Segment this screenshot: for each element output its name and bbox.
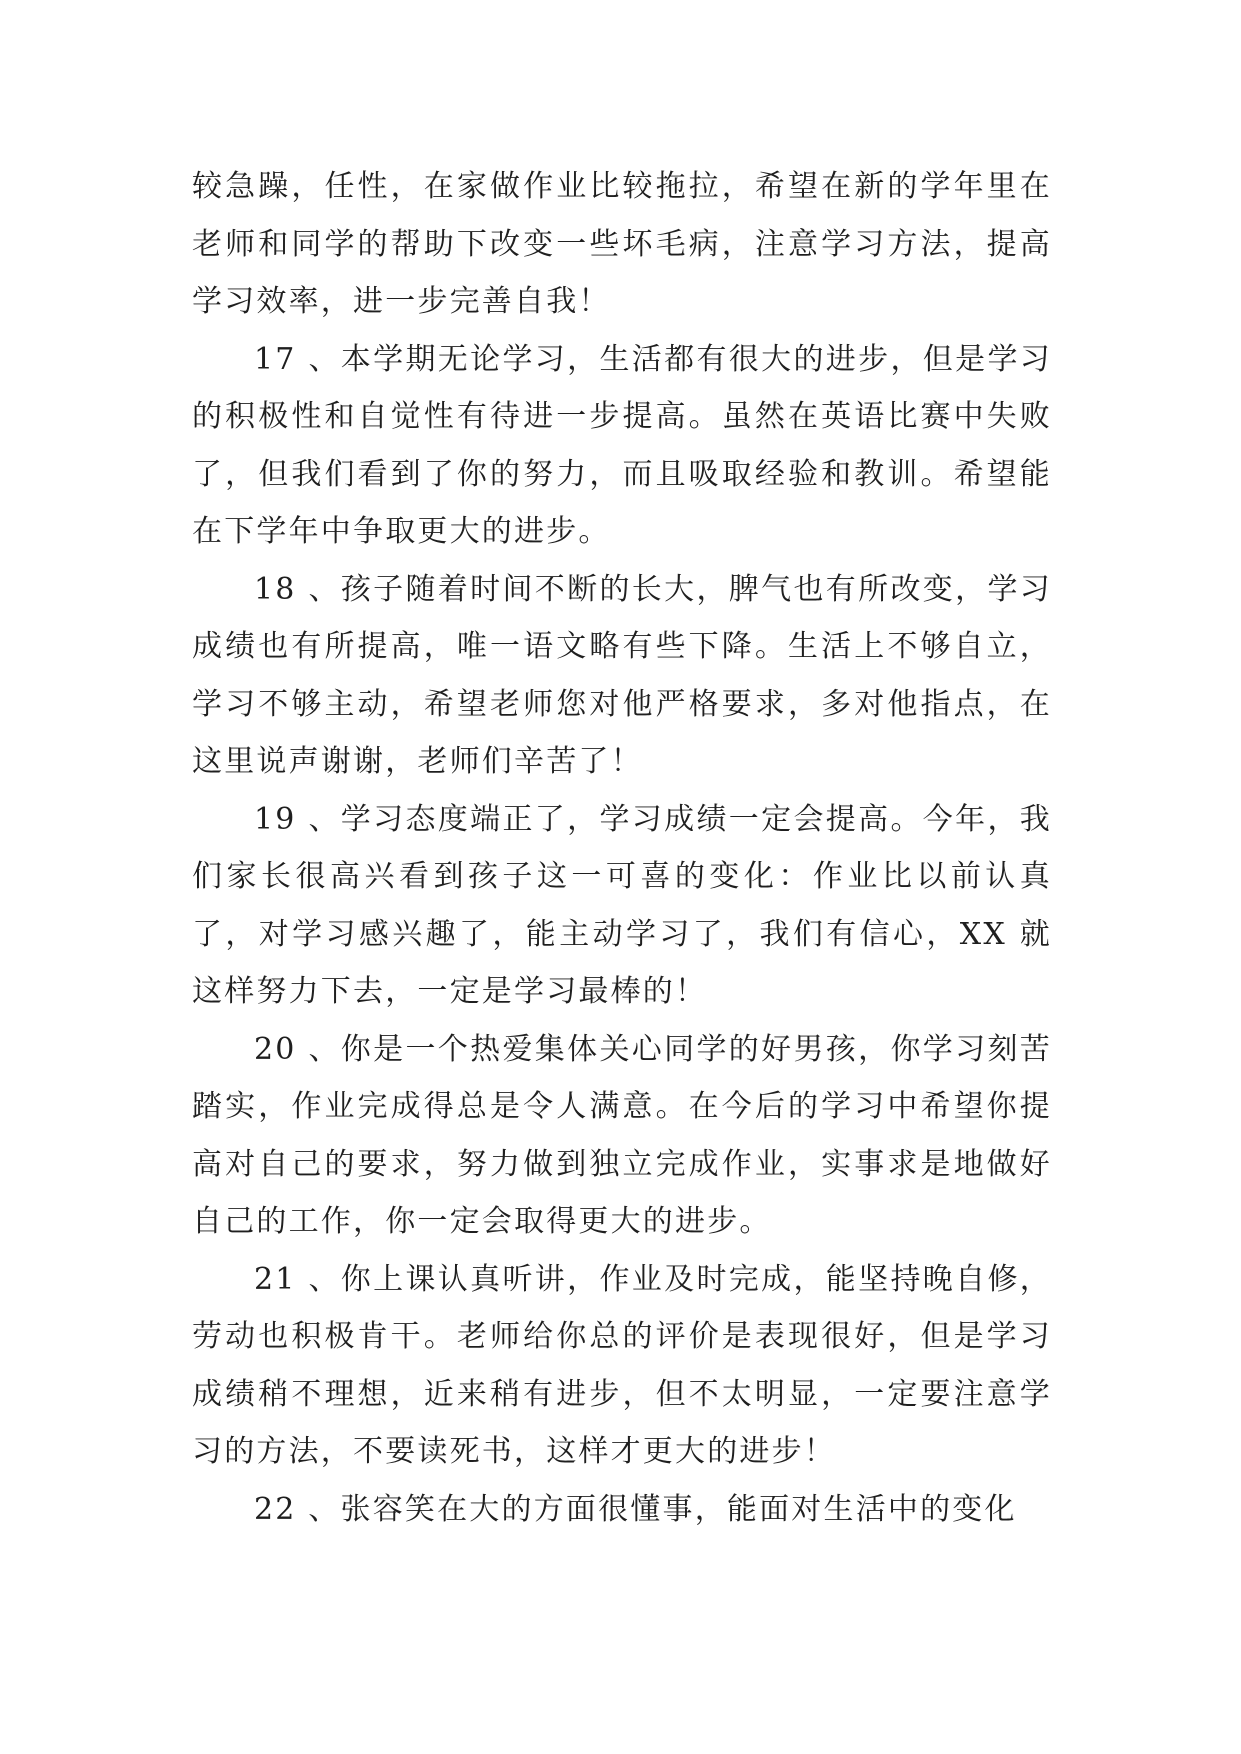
paragraph-21: 21 、你上课认真听讲，作业及时完成，能坚持晚自修，劳动也积极肯干。老师给你总的评价是表现很好，但是学习成绩稍不理想，近来稍有进步，但不太明显，一定要注意学习的方法，不要读死书，这样才更大的进步！ — [192, 1261, 1052, 1469]
paragraph-continuation: 较急躁，任性，在家做作业比较拖拉，希望在新的学年里在老师和同学的帮助下改变一些坏毛病，注意学习方法，提高学习效率，进一步完善自我！ — [192, 169, 1052, 319]
paragraph-19: 19 、学习态度端正了，学习成绩一定会提高。今年，我们家长很高兴看到孩子这一可喜的变化：作业比以前认真了，对学习感兴趣了，能主动学习了，我们有信心，XX 就这样努力下去，一定是学习最棒的！ — [192, 801, 1052, 1009]
paragraph-20: 20 、你是一个热爱集体关心同学的好男孩，你学习刻苦踏实，作业完成得总是令人满意。在今后的学习中希望你提高对自己的要求，努力做到独立完成作业，实事求是地做好自己的工作，你一定会取得更大的进步。 — [192, 1031, 1052, 1239]
paragraph-18: 18 、孩子随着时间不断的长大，脾气也有所改变，学习成绩也有所提高，唯一语文略有些下降。生活上不够自立，学习不够主动，希望老师您对他严格要求，多对他指点，在这里说声谢谢，老师们辛苦了！ — [192, 571, 1052, 779]
paragraph-22: 22 、张容笑在大的方面很懂事，能面对生活中的变化 — [254, 1491, 1017, 1527]
paragraph-17: 17 、本学期无论学习，生活都有很大的进步，但是学习的积极性和自觉性有待进一步提高。虽然在英语比赛中失败了，但我们看到了你的努力，而且吸取经验和教训。希望能在下学年中争取更大的进步。 — [192, 341, 1052, 549]
document-body — [192, 158, 1052, 1538]
